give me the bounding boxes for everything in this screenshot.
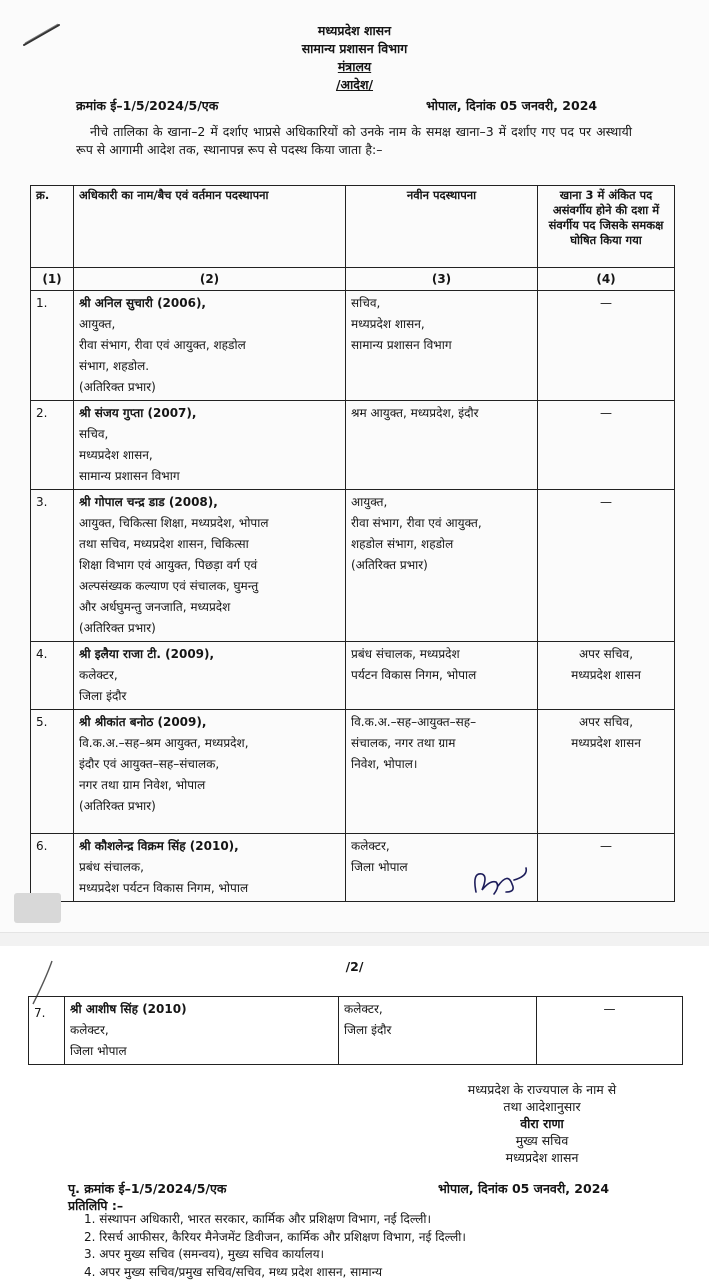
equiv-line: मध्यप्रदेश शासन bbox=[543, 733, 669, 754]
officer-cell bbox=[74, 490, 346, 642]
signature-line: मध्यप्रदेश के राज्यपाल के नाम से bbox=[392, 1081, 692, 1098]
current-line: आयुक्त, चिकित्सा शिक्षा, मध्यप्रदेश, भोपाल bbox=[79, 513, 340, 534]
new-posting-cell bbox=[346, 291, 538, 401]
col-number: (2) bbox=[74, 268, 346, 291]
officer-name: श्री संजय गुप्ता (2007), bbox=[79, 403, 340, 424]
current-line: संभाग, शहडोल. bbox=[79, 356, 340, 377]
new-line: आयुक्त, bbox=[351, 492, 532, 513]
equivalent-cell bbox=[537, 997, 683, 1065]
current-line: रीवा संभाग, रीवा एवं आयुक्त, शहडोल bbox=[79, 335, 340, 356]
current-line: इंदौर एवं आयुक्त–सह–संचालक, bbox=[79, 754, 340, 775]
current-line: वि.क.अ.–सह–श्रम आयुक्त, मध्यप्रदेश, bbox=[79, 733, 340, 754]
list-item: 1. संस्थापन अधिकारी, भारत सरकार, कार्मिक और प्रशिक्षण विभाग, नई दिल्ली। bbox=[84, 1211, 644, 1229]
equivalent-cell bbox=[538, 490, 675, 642]
equiv-line: — bbox=[543, 492, 669, 513]
list-item: 3. अपर मुख्य सचिव (समन्वय), मुख्य सचिव कार्यालय। bbox=[84, 1246, 644, 1264]
copy-ref-no: पृ. क्रमांक ई–1/5/2024/5/एक bbox=[68, 1180, 227, 1197]
current-line: प्रबंध संचालक, bbox=[79, 857, 340, 878]
header-equivalent-post: खाना 3 में अंकित पद असंवर्गीय होने की दशा में संवर्गीय पद जिसके समकक्ष घोषित किया गया bbox=[538, 186, 675, 268]
equivalent-cell bbox=[538, 401, 675, 490]
officer-name: श्री श्रीकांत बनोठ (2009), bbox=[79, 712, 340, 733]
new-line: संचालक, नगर तथा ग्राम bbox=[351, 733, 532, 754]
new-line: शहडोल संभाग, शहडोल bbox=[351, 534, 532, 555]
table-row bbox=[31, 710, 675, 834]
table-row bbox=[31, 642, 675, 710]
current-line: नगर तथा ग्राम निवेश, भोपाल bbox=[79, 775, 340, 796]
signature-block bbox=[392, 1081, 692, 1166]
current-line: (अतिरिक्त प्रभार) bbox=[79, 377, 340, 398]
new-line: सचिव, bbox=[351, 293, 532, 314]
serial-cell: 3. bbox=[31, 490, 74, 642]
new-posting-cell bbox=[346, 710, 538, 834]
signatory-designation: मुख्य सचिव bbox=[392, 1132, 692, 1149]
office-heading: मंत्रालय bbox=[0, 58, 709, 75]
new-line: मध्यप्रदेश शासन, bbox=[351, 314, 532, 335]
new-posting-cell bbox=[346, 642, 538, 710]
copy-place-date: भोपाल, दिनांक 05 जनवरी, 2024 bbox=[438, 1180, 609, 1197]
serial-cell: 5. bbox=[31, 710, 74, 834]
new-line: (अतिरिक्त प्रभार) bbox=[351, 555, 532, 576]
equivalent-cell bbox=[538, 710, 675, 834]
new-line: जिला इंदौर bbox=[344, 1020, 531, 1041]
equiv-line: अपर सचिव, bbox=[543, 712, 669, 733]
serial-cell: 4. bbox=[31, 642, 74, 710]
current-line: सचिव, bbox=[79, 424, 340, 445]
equivalent-cell bbox=[538, 834, 675, 902]
doc-type-heading: /आदेश/ bbox=[0, 76, 709, 93]
officer-cell bbox=[65, 997, 339, 1065]
officer-name: श्री इलैया राजा टी. (2009), bbox=[79, 644, 340, 665]
table-row bbox=[31, 401, 675, 490]
equiv-line: — bbox=[542, 999, 677, 1020]
officer-name: श्री गोपाल चन्द्र डाड (2008), bbox=[79, 492, 340, 513]
current-line: अल्पसंख्यक कल्याण एवं संचालक, घुमन्तु bbox=[79, 576, 340, 597]
current-line: और अर्धघुमन्तु जनजाति, मध्यप्रदेश bbox=[79, 597, 340, 618]
new-line: कलेक्टर, bbox=[351, 836, 532, 857]
signature-scribble-icon bbox=[468, 862, 532, 902]
new-line: कलेक्टर, bbox=[344, 999, 531, 1020]
new-posting-cell bbox=[346, 401, 538, 490]
postings-table-continued bbox=[28, 996, 683, 1065]
table-row bbox=[29, 997, 683, 1065]
order-place-date: भोपाल, दिनांक 05 जनवरी, 2024 bbox=[426, 97, 597, 114]
serial-cell: 6. bbox=[31, 834, 74, 902]
new-line: रीवा संभाग, रीवा एवं आयुक्त, bbox=[351, 513, 532, 534]
col-number: (1) bbox=[31, 268, 74, 291]
current-line: शिक्षा विभाग एवं आयुक्त, पिछड़ा वर्ग एवं bbox=[79, 555, 340, 576]
list-item: 4. अपर मुख्य सचिव/प्रमुख सचिव/सचिव, मध्य प्रदेश शासन, सामान्य bbox=[84, 1264, 644, 1281]
current-line: मध्यप्रदेश पर्यटन विकास निगम, भोपाल bbox=[79, 878, 340, 899]
officer-cell bbox=[74, 291, 346, 401]
officer-name: श्री आशीष सिंह (2010) bbox=[70, 999, 333, 1020]
serial-cell: 7. bbox=[29, 997, 65, 1065]
order-intro: नीचे तालिका के खाना–2 में दर्शाए भाप्रसे अधिकारियों को उनके नाम के समक्ष खाना–3 में दर्शाए गए पद पर अस्थायी रूप से आगामी आदेश तक, स्थानापन्न रूप से पदस्थ किया जाता है:– bbox=[76, 123, 632, 159]
header-serial: क्र. bbox=[31, 186, 74, 268]
current-line: जिला इंदौर bbox=[79, 686, 340, 707]
new-posting-cell bbox=[346, 490, 538, 642]
signatory-name: वीरा राणा bbox=[392, 1115, 692, 1132]
new-line: निवेश, भोपाल। bbox=[351, 754, 532, 775]
page-gap bbox=[0, 932, 709, 947]
new-posting-cell bbox=[339, 997, 537, 1065]
new-line: वि.क.अ.–सह–आयुक्त–सह– bbox=[351, 712, 532, 733]
current-line: तथा सचिव, मध्यप्रदेश शासन, चिकित्सा bbox=[79, 534, 340, 555]
equiv-line: — bbox=[543, 836, 669, 857]
thumbnail-overlay bbox=[14, 893, 61, 923]
equiv-line: मध्यप्रदेश शासन bbox=[543, 665, 669, 686]
current-line: मध्यप्रदेश शासन, bbox=[79, 445, 340, 466]
new-line: श्रम आयुक्त, मध्यप्रदेश, इंदौर bbox=[351, 403, 532, 424]
dept-heading: सामान्य प्रशासन विभाग bbox=[0, 40, 709, 57]
officer-cell bbox=[74, 401, 346, 490]
equiv-line: — bbox=[543, 293, 669, 314]
table-row bbox=[31, 291, 675, 401]
signatory-govt: मध्यप्रदेश शासन bbox=[392, 1149, 692, 1166]
equivalent-cell bbox=[538, 642, 675, 710]
equiv-line: — bbox=[543, 403, 669, 424]
copy-title: प्रतिलिपि :– bbox=[68, 1197, 123, 1214]
new-line: सामान्य प्रशासन विभाग bbox=[351, 335, 532, 356]
col-number: (3) bbox=[346, 268, 538, 291]
current-line: (अतिरिक्त प्रभार) bbox=[79, 796, 340, 817]
officer-cell bbox=[74, 834, 346, 902]
govt-heading: मध्यप्रदेश शासन bbox=[0, 22, 709, 39]
postings-table bbox=[30, 185, 675, 902]
new-line: पर्यटन विकास निगम, भोपाल bbox=[351, 665, 532, 686]
current-line: सामान्य प्रशासन विभाग bbox=[79, 466, 340, 487]
header-new-posting: नवीन पदस्थापना bbox=[346, 186, 538, 268]
new-line: जिला भोपाल bbox=[351, 857, 532, 878]
officer-name: श्री अनिल सुचारी (2006), bbox=[79, 293, 340, 314]
equivalent-cell bbox=[538, 291, 675, 401]
copy-list bbox=[84, 1211, 644, 1281]
officer-cell bbox=[74, 710, 346, 834]
serial-cell: 1. bbox=[31, 291, 74, 401]
current-line: कलेक्टर, bbox=[70, 1020, 333, 1041]
order-ref-no: क्रमांक ई–1/5/2024/5/एक bbox=[76, 97, 218, 114]
officer-cell bbox=[74, 642, 346, 710]
current-line: आयुक्त, bbox=[79, 314, 340, 335]
equiv-line: अपर सचिव, bbox=[543, 644, 669, 665]
list-item: 2. रिसर्च आफीसर, कैरियर मैनेजमेंट डिवीजन, कार्मिक और प्रशिक्षण विभाग, नई दिल्ली। bbox=[84, 1229, 644, 1247]
header-officer: अधिकारी का नाम/बैच एवं वर्तमान पदस्थापना bbox=[74, 186, 346, 268]
col-number: (4) bbox=[538, 268, 675, 291]
signature-line: तथा आदेशानुसार bbox=[392, 1098, 692, 1115]
current-line: (अतिरिक्त प्रभार) bbox=[79, 618, 340, 639]
column-number-row bbox=[31, 268, 675, 291]
current-line: जिला भोपाल bbox=[70, 1041, 333, 1062]
table-row bbox=[31, 490, 675, 642]
table-row bbox=[31, 834, 675, 902]
new-line: प्रबंध संचालक, मध्यप्रदेश bbox=[351, 644, 532, 665]
table-header-row bbox=[31, 186, 675, 268]
page-number: /2/ bbox=[0, 959, 709, 974]
current-line: कलेक्टर, bbox=[79, 665, 340, 686]
officer-name: श्री कौशलेन्द्र विक्रम सिंह (2010), bbox=[79, 836, 340, 857]
serial-cell: 2. bbox=[31, 401, 74, 490]
spacer bbox=[79, 817, 340, 831]
